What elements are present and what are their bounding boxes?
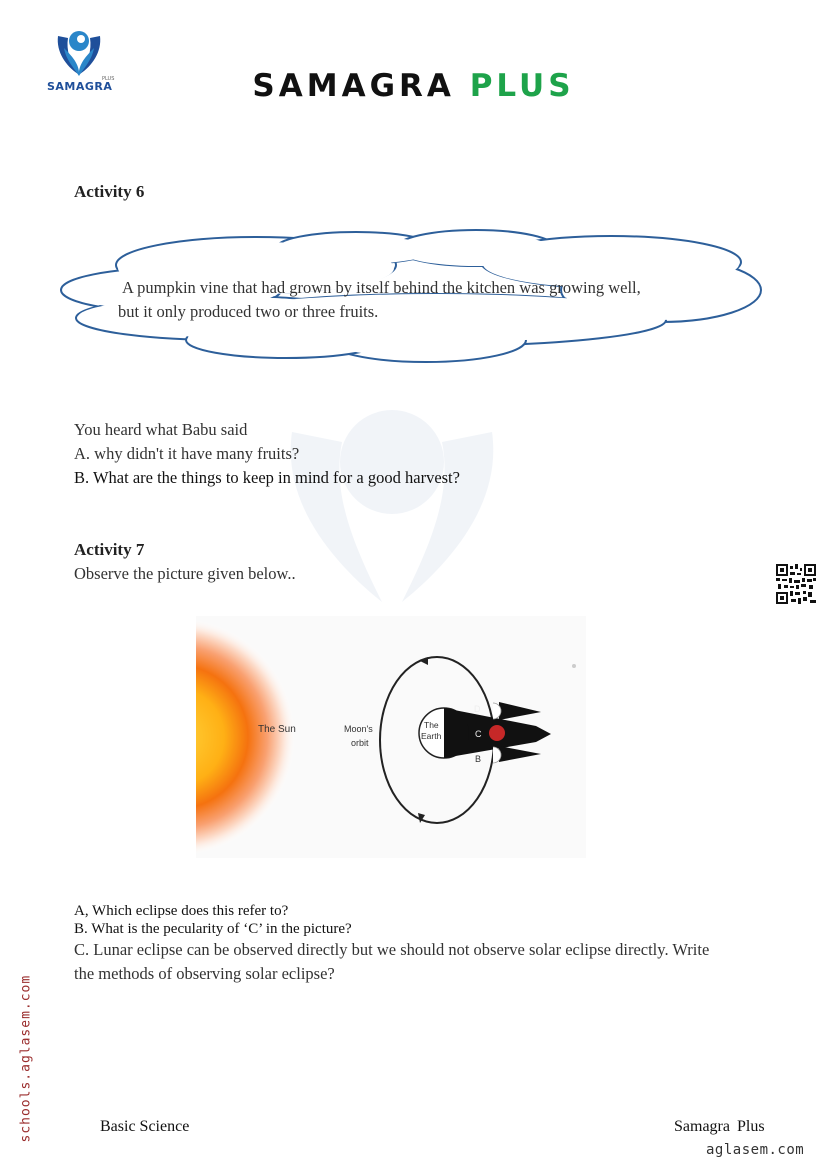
sun-label: The Sun [258,724,296,735]
activity-7-instruction: Observe the picture given below.. [74,564,296,583]
cloud-line-2: but it only produced two or three fruits. [118,302,379,321]
activity-7-question-b: B. What is the pecularity of ‘C’ in the picture? [74,921,352,937]
earth-label-1: The [424,720,439,730]
activity-7-heading: Activity 7 [74,540,145,559]
watermark-logo-icon [262,392,522,612]
side-watermark-url: schools.aglasem.com [18,974,34,1143]
logo-text: SAMAGRA [47,80,113,93]
earth-label-2: Earth [421,731,442,741]
footer-brand: Samagra Plus [674,1118,765,1135]
activity-7-question-c-line-1: C. Lunar eclipse can be observed directly but we should not observe solar eclipse directly. Write [74,940,710,959]
label-d: D [474,704,481,714]
label-b: B [475,754,482,764]
title-samagra: SAMAGRA [252,68,455,104]
title-plus: PLUS [469,68,575,104]
logo-small-text: PLUS [102,76,115,82]
cloud-text [118,276,718,324]
sun-shape [196,616,326,858]
activity-6-question-b: B. What are the things to keep in mind for a good harvest? [74,468,460,487]
orbit-label-2: orbit [351,738,369,748]
activity-7-question-c-line-2: the methods of observing solar eclipse? [74,964,335,983]
activity-6-intro: You heard what Babu said [74,420,248,439]
cloud-line-1: A pumpkin vine that had grown by itself behind the kitchen was growing well, [122,278,641,297]
moon-c [489,725,505,741]
activity-7-question-a: A, Which eclipse does this refer to? [74,903,289,919]
label-c: C [475,729,482,739]
page-title [0,68,827,104]
activity-6-question-a: A. why didn't it have many fruits? [74,444,300,463]
footer-url: aglasem.com [706,1142,805,1158]
orbit-label-1: Moon's [344,724,373,734]
footer-subject: Basic Science [100,1118,190,1135]
activity-6-heading: Activity 6 [74,182,145,201]
lunar-eclipse-diagram [196,616,586,858]
qr-code-icon [776,564,816,604]
